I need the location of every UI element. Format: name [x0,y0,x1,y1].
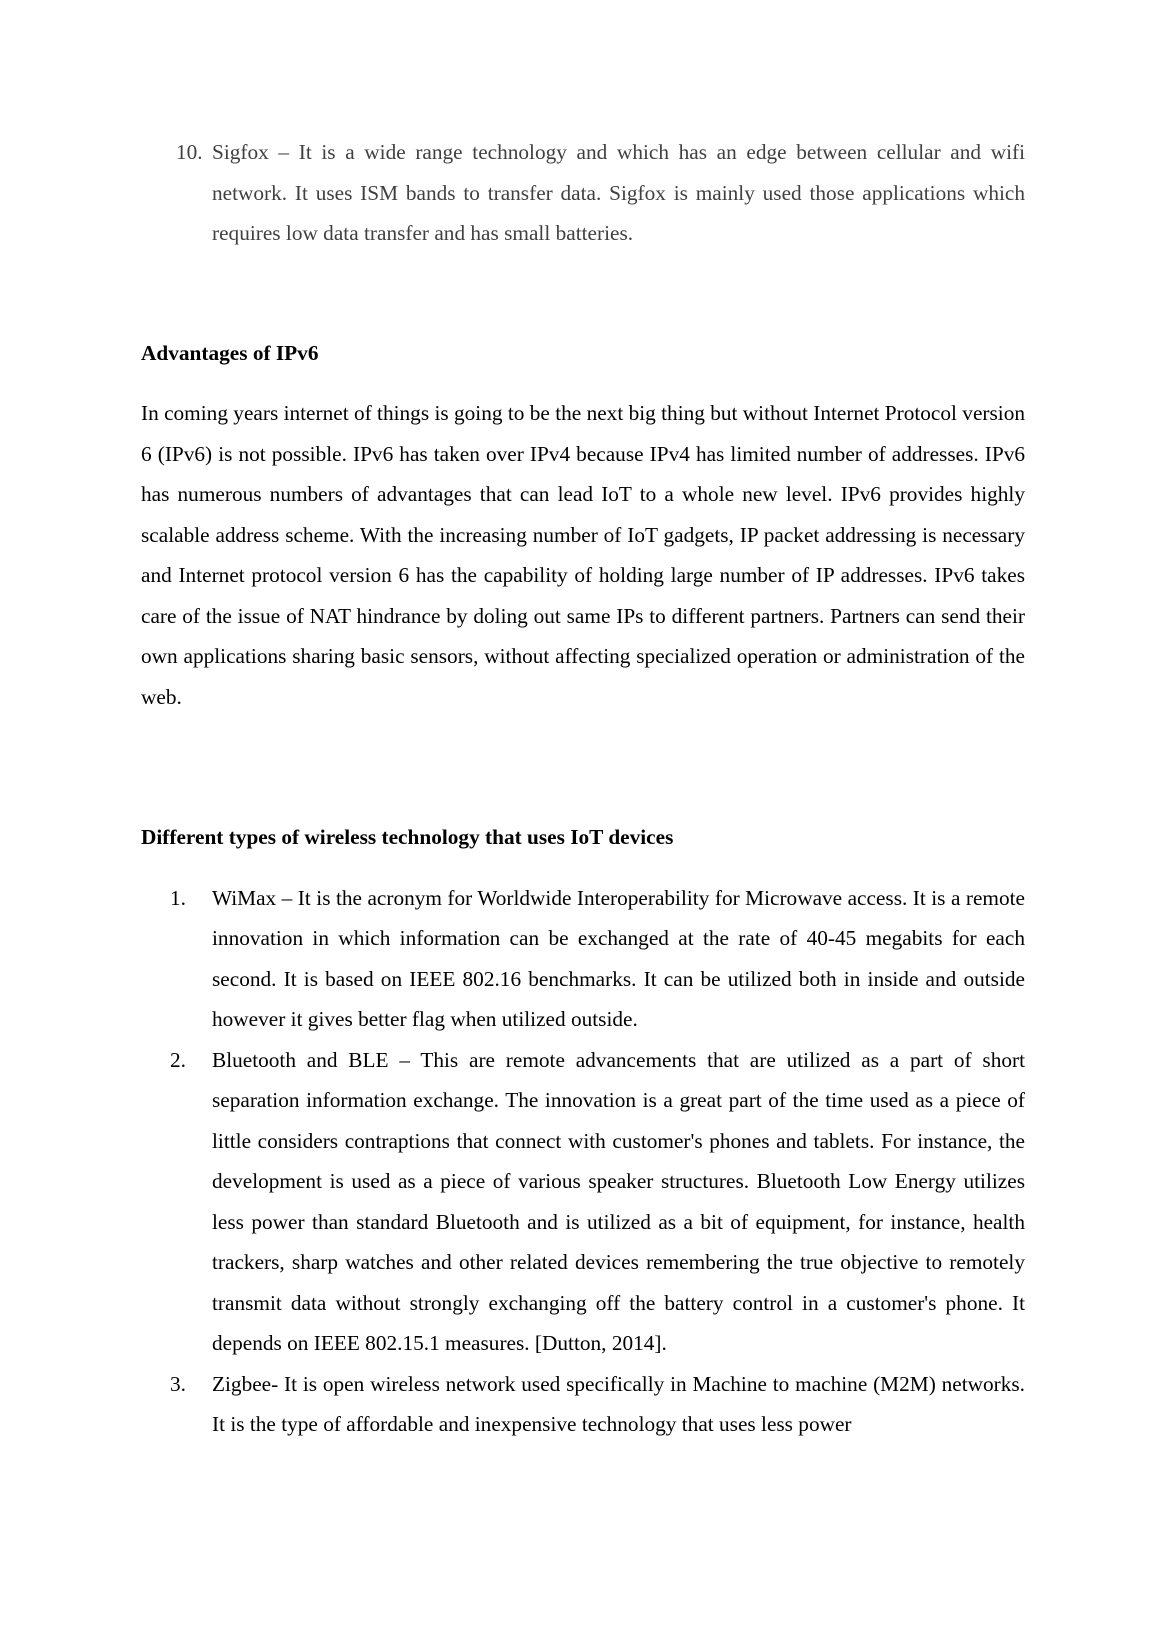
list-number: 10. [176,140,203,164]
spacer [141,717,1025,817]
list-item-bluetooth [141,1040,1025,1364]
list-item-text: Zigbee- It is open wireless network used specifically in Machine to machine (M2M) networks. It is the type of affordable and inexpensive technology that uses less power [212,1371,1025,1436]
spacer [141,858,1025,878]
list-number: 2. [170,1047,186,1072]
list-item-wimax [141,878,1025,1040]
list-number: 3. [170,1371,186,1396]
intro-list [141,132,1025,254]
list-item-sigfox [141,132,1025,254]
spacer [141,254,1025,333]
wireless-list [141,878,1025,1445]
document-content [141,132,1025,1445]
list-number: 1. [170,885,186,910]
section-heading-ipv6: Advantages of IPv6 [141,340,319,365]
list-item-text: WiMax – It is the acronym for Worldwide Interoperability for Microwave access. It is a remote innovation in which information can be exchanged at the rate of 40-45 megabits for each second. It is based on IEEE 802.16 benchmarks. It can be utilized both in inside and outside however it gives better flag when utilized outside. [212,885,1025,1031]
list-item-text: Bluetooth and BLE – This are remote advancements that are utilized as a part of short separation information exchange. The innovation is a great part of the time used as a piece of little considers contraptions that connect with customer's phones and tablets. For instance, the development is used as a piece of various speaker structures. Bluetooth Low Energy utilizes less power than standard Bluetooth and is utilized as a bit of equipment, for instance, health trackers, sharp watches and other related devices remembering the true objective to remotely transmit data without strongly exchanging off the battery control in a customer's phone. It depends on IEEE 802.15.1 measures. [Dutton, 2014]. [212,1047,1025,1355]
ipv6-paragraph: In coming years internet of things is going to be the next big thing but without Internet Protocol version 6 (IPv6) is not possible. IPv6 has taken over IPv4 because IPv4 has limited number of addresses. IPv6 has numerous numbers of advantages that can lead IoT to a whole new level. IPv6 provides highly scalable address scheme. With the increasing number of IoT gadgets, IP packet addressing is necessary and Internet protocol version 6 has the capability of holding large number of IP addresses. IPv6 takes care of the issue of NAT hindrance by doling out same IPs to different partners. Partners can send their own applications sharing basic sensors, without affecting specialized operation or administration of the web. [141,401,1025,709]
list-item-text: Sigfox – It is a wide range technology and which has an edge between cellular and wifi network. It uses ISM bands to transfer data. Sigfox is mainly used those applications which requires low data transfer and has small batteries. [212,140,1025,245]
spacer [141,373,1025,393]
section-heading-wireless: Different types of wireless technology that uses IoT devices [141,825,674,849]
list-item-zigbee [141,1364,1025,1445]
